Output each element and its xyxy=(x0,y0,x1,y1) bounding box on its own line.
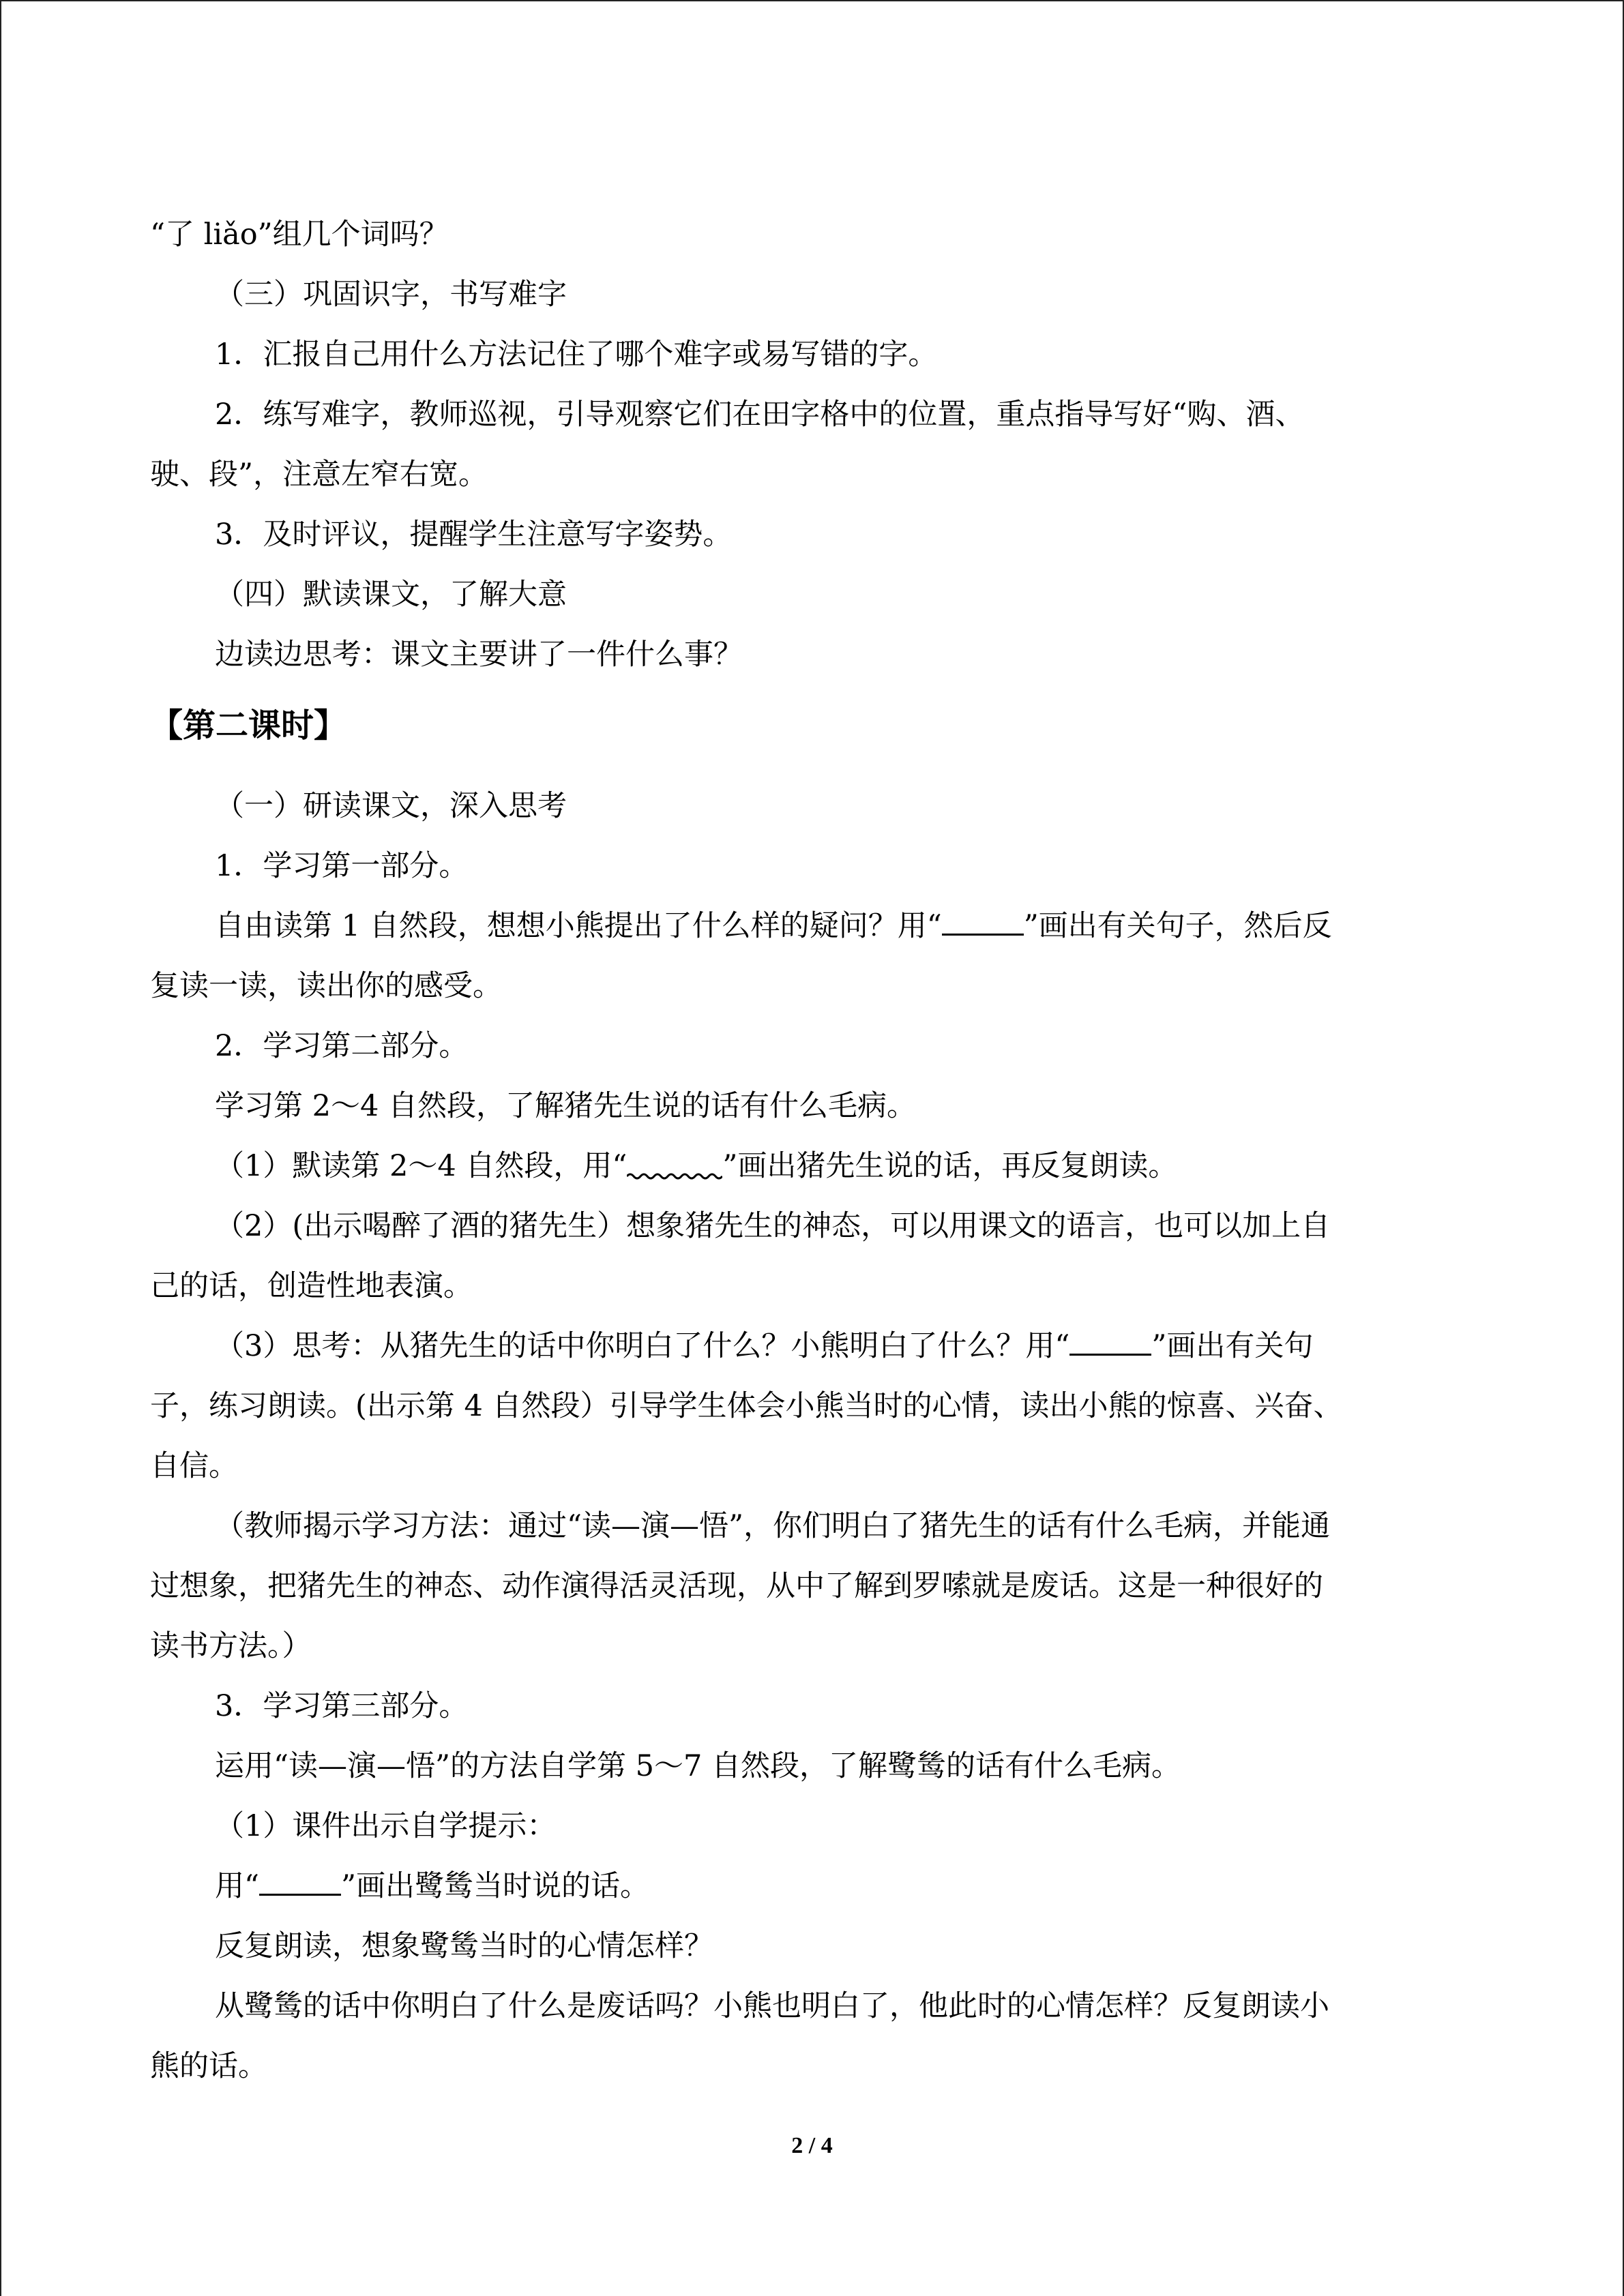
text-line xyxy=(150,896,1487,956)
text-span: （1）默读第 2～4 自然段，用“ xyxy=(215,1149,628,1183)
underline-blank xyxy=(942,913,1024,936)
text-line: 3．及时评议，提醒学生注意写字姿势。 xyxy=(215,518,733,552)
section-heading: （一）研读课文，深入思考 xyxy=(215,789,567,823)
text-line: 读书方法。） xyxy=(150,1629,312,1663)
text-line: 2．练写难字，教师巡视，引导观察它们在田字格中的位置，重点指导写好“购、酒、 xyxy=(215,398,1305,432)
text-line: 学习第 2～4 自然段，了解猪先生说的话有什么毛病。 xyxy=(215,1089,917,1123)
underline-blank xyxy=(259,1873,341,1896)
text-line: 反复朗读，想象鹭鸶当时的心情怎样？ xyxy=(215,1929,713,1963)
text-line: （2）(出示喝醉了酒的猪先生）想象猪先生的神态，可以用课文的语言，也可以加上自 xyxy=(215,1209,1331,1243)
text-line: 从鹭鸶的话中你明白了什么是废话吗？小熊也明白了，他此时的心情怎样？反复朗读小 xyxy=(215,1989,1329,2023)
text-span: ”画出鹭鸶当时说的话。 xyxy=(340,1869,649,1903)
text-line: 1．汇报自己用什么方法记住了哪个难字或易写错的字。 xyxy=(215,338,938,372)
page-number: 2 / 4 xyxy=(791,2133,833,2158)
text-line: 驶、段”，注意左窄右宽。 xyxy=(150,458,488,492)
text-span: 自由读第 1 自然段，想想小熊提出了什么样的疑问？用“ xyxy=(215,909,942,943)
text-line: 自信。 xyxy=(150,1449,238,1483)
text-span: ”画出有关句 xyxy=(1151,1329,1314,1363)
underline-blank xyxy=(1069,1333,1151,1356)
text-line: “了 liǎo”组几个词吗？ xyxy=(150,218,449,252)
text-line: 1．学习第一部分。 xyxy=(215,849,469,883)
lesson-heading: 【第二课时】 xyxy=(150,706,347,745)
section-heading: （四）默读课文，了解大意 xyxy=(215,578,567,612)
text-span: ”画出猪先生说的话，再反复朗读。 xyxy=(722,1149,1178,1183)
text-line xyxy=(150,1856,1487,1916)
text-line: 边读边思考：课文主要讲了一件什么事？ xyxy=(215,638,743,672)
text-line: 复读一读，读出你的感受。 xyxy=(150,969,502,1003)
text-line: 过想象，把猪先生的神态、动作演得活灵活现，从中了解到罗嗦就是废话。这是一种很好的 xyxy=(150,1569,1323,1603)
text-line: 2．学习第二部分。 xyxy=(215,1029,469,1063)
text-span: 用“ xyxy=(215,1869,259,1903)
document-body xyxy=(150,205,1487,2096)
text-line: 子，练习朗读。(出示第 4 自然段）引导学生体会小熊当时的心情，读出小熊的惊喜、兴奋、 xyxy=(150,1389,1343,1423)
text-span: ”画出有关句子，然后反 xyxy=(1023,909,1332,943)
text-line: （1）课件出示自学提示： xyxy=(215,1809,557,1843)
text-line: 3．学习第三部分。 xyxy=(215,1689,469,1723)
text-line: 熊的话。 xyxy=(150,2049,267,2083)
text-span: （3）思考：从猪先生的话中你明白了什么？小熊明白了什么？用“ xyxy=(215,1329,1070,1363)
text-line xyxy=(150,1136,1487,1196)
text-line: （教师揭示学习方法：通过“读—演—悟”，你们明白了猪先生的话有什么毛病，并能通 xyxy=(215,1509,1330,1543)
wavy-underline-mark xyxy=(627,1155,722,1176)
text-line xyxy=(150,1316,1487,1376)
section-heading: （三）巩固识字，书写难字 xyxy=(215,278,567,312)
text-line: 己的话，创造性地表演。 xyxy=(150,1269,473,1303)
text-line: 运用“读—演—悟”的方法自学第 5～7 自然段，了解鹭鸶的话有什么毛病。 xyxy=(215,1749,1181,1783)
